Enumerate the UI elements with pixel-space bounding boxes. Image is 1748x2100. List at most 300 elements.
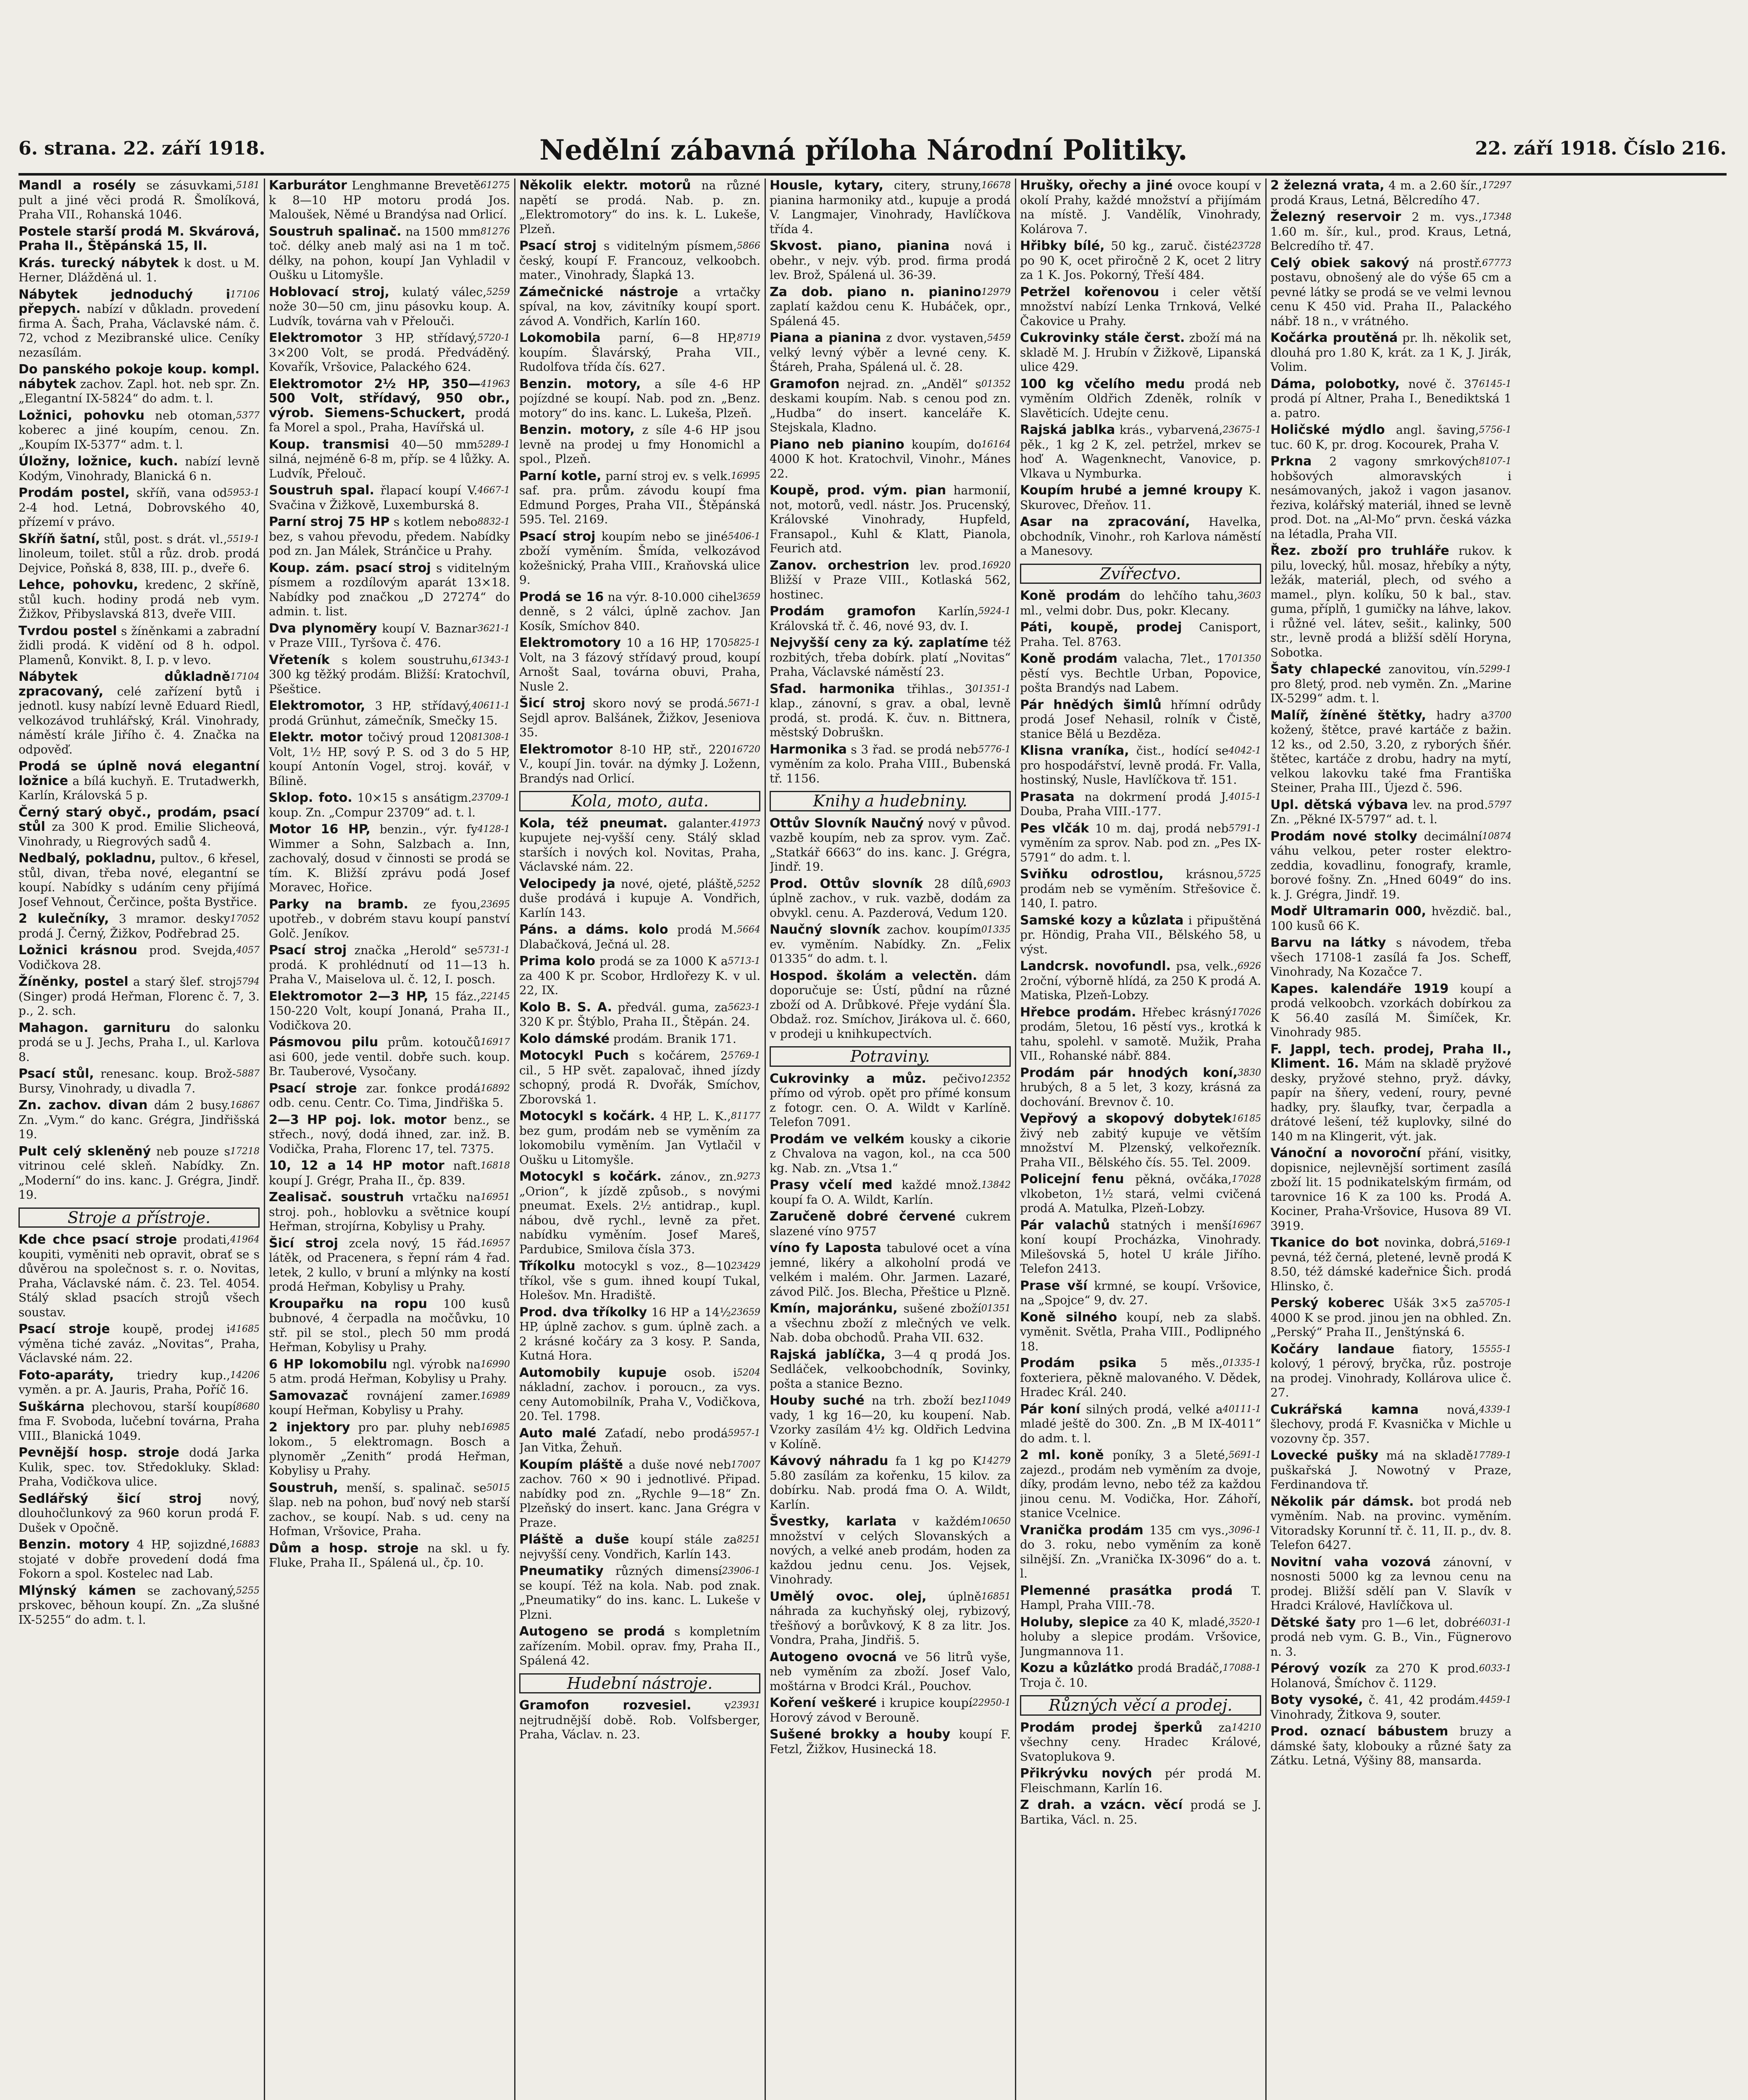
classified-ad [269,561,510,619]
ad-headline: Cukrovinky a můz. [770,1071,926,1086]
ad-body-text: prodá fa Morel a spol., Praha, Havířská ul. [269,406,510,434]
classified-ad [1270,1146,1511,1233]
ad-headline: Koup. transmisi [269,437,389,452]
classified-ad [1020,1523,1261,1581]
ad-reference-code: 12352 [981,1073,1011,1084]
ad-reference-code: 4459-1 [1479,1695,1511,1705]
section-heading: Stroje a přístroje. [18,1208,260,1228]
classified-ad [269,1420,510,1478]
ad-headline: Několik pár dámsk. [1270,1494,1414,1509]
ad-headline: Řez. zboží pro truhláře [1270,543,1449,558]
ad-column-6 [1270,178,1511,2100]
ad-body-text: krásnou, prodám neb se vyměním. Střešovice č. 140, I. patro. [1020,867,1261,910]
ad-body-text: sušené zboží a všechnu zboží z mlečných ve velk. Nab. doba obchodů. Praha VII. 632. [770,1302,1011,1344]
ad-reference-code: 11049 [981,1395,1011,1406]
ad-body-text: zánovní, v nosnosti 5000 kg za levnou cenu na prodej. Bližší sdělí pan V. Slavík v Hradci Králové, Havlíčkova ul. [1270,1555,1511,1612]
ad-reference-code: 14206 [230,1370,260,1381]
ad-body-text: decimální váhu velkou, peter roster elektro-zeddia, kovadlinu, fonografy, kramle, borové fošny. Zn. „Hned 6049“ do ins. k. J. Grégra, Jindř. 19. [1270,829,1511,901]
ad-headline: Sklop. foto. [269,790,352,805]
ad-body-text: v nejtrudnější době. Rob. Volfsberger, Praha, Václav. n. 23. [519,1698,760,1741]
classified-ad [519,636,760,694]
ad-headline: Žíněnky, postel [18,974,129,989]
ad-reference-code: 23429 [731,1261,760,1271]
classified-ad [1270,256,1511,329]
ad-body-text: nový, dlouhočlunkový za 960 korun prodá F. Dušek v Opočně. [18,1491,260,1535]
ad-headline: Benzin. motory, [519,423,635,437]
ad-headline: Piano neb pianino [770,437,904,452]
classified-ad [18,1446,260,1489]
ad-reference-code: 81177 [731,1111,760,1121]
classified-ad [770,1178,1011,1207]
ad-headline: Holuby, slepice [1020,1614,1129,1630]
classified-ad [1270,331,1511,375]
ad-headline: Harmonika [770,742,847,757]
classified-ad [18,1538,260,1581]
ad-reference-code: 01350 [1232,654,1261,664]
ad-headline: Benzin. motory, [519,376,641,391]
classified-ad [1270,1662,1511,1690]
ad-headline: Prima kolo [519,954,596,969]
ad-headline: Koupím pláště [519,1457,623,1472]
ad-body-text: a síle 4-6 HP pojízdné se koupí. Nab. pod zn. „Benz. motory“ do ins. kanc. L. Lukeša, Plzeň. [519,377,760,420]
classified-ad [269,943,510,987]
ad-body-text: má na skladě puškařská J. Nowotný v Praze, Ferdinandova tř. [1270,1449,1511,1491]
ad-headline: Naučný slovník [770,922,880,937]
ad-headline: Psací stroj [519,239,597,253]
ad-body-text: rovnájení zamer. koupí Heřman, Kobylisy u Prahy. [269,1389,481,1417]
ad-headline: 2 železná vrata, [1270,178,1385,193]
ad-headline: Suškárna [18,1399,85,1414]
ad-reference-code: 5377 [236,410,260,421]
ad-body-text: prodám. Branik 171. [613,1032,736,1046]
ad-headline: Boty vysoké, [1270,1693,1363,1707]
classified-ad [1270,1403,1511,1446]
ad-body-text: pečivo přímo od výrob. opět pro přímé konsum z fotogr. cen. O. A. Wildt v Karlíně. Telefon 7091. [770,1071,1011,1129]
ad-body-text: zanovitou, vín. pro 8letý, prod. neb vyměn. Zn. „Marine IX-5299“ adm. t. l. [1270,662,1511,705]
ad-body-text: plechovou, starší koupí fma F. Svoboda, lučební továrna, Praha VIII., Blanická 1049. [18,1399,260,1443]
classified-ad [18,975,260,1018]
ad-body-text: č. 41, 42 prodám. Vinohrady, Žitkova 9, souter. [1270,1693,1479,1722]
ad-reference-code: 17088-1 [1222,1663,1261,1673]
ad-headline: 10, 12 a 14 HP motor [269,1158,444,1173]
classified-ad [1020,285,1261,329]
ad-body-text: tabulové ocet a vína jemné, likéry a alkoholní prodá ve velkém i malém. Ohr. Jarmen. Lazaré, závod Pilč. Jos. Blecha, Přeštice u Plzně. [770,1241,1011,1299]
ad-body-text: s viditelným písmem a rozdílovým aparát 13×18. Nabídky pod značkou „D 27274“ do admin. t. list. [269,561,510,618]
ad-body-text: celé zařízení bytů i jednotl. kusy nabízí levně Eduard Riedl, velkozávod truhlářský, Král. Vinohrady, náměstí krále Jiřího č. 4. Značka na odpověď. [18,684,260,756]
ad-body-text: nové č. 37 prodá pí Altner, Praha I., Benediktská 1 a. patro. [1270,377,1511,420]
ad-body-text: za všechny ceny. Hradec Králové, Svatoplukova 9. [1020,1720,1261,1764]
ad-reference-code: 40611-1 [471,701,510,711]
ad-headline: Kmín, majoránku, [770,1301,898,1316]
ad-headline: Sfad. harmonika [770,681,895,696]
classified-ad [519,1366,760,1424]
ad-body-text: galanter. kupujete nej-vyšší ceny. Stálý sklad starších i nových kol. Novitas, Praha, Václavské nám. 22. [519,816,760,874]
ad-reference-code: 17052 [230,914,260,924]
ad-body-text: prodá se za 1000 K a za 400 K pr. Scobor, Hrdlořezy K. v ul. 22, IX. [519,954,760,997]
classified-ad [18,943,260,972]
ad-body-text: 16 HP a 14½ HP, úplně zachov. s gum. úplně zach. a 2 krásné kočáry za 3 kosy. P. Sanda, Kutná Hora. [519,1305,760,1362]
ad-body-text: nový v původ. vazbě koupím, neb za sprov. vym. Zač. „Statkář 6663“ do ins. kanc. J. Grégra, Jindř. 19. [770,816,1011,874]
classified-ad [519,1426,760,1455]
ad-column-5 [1020,178,1261,2100]
page-header [18,134,1727,177]
ad-body-text: 100 kusů bubnové, 4 čerpadla na močůvku, 10 stř. pil se stol., plech 50 mm prodá Heřman, Kobylisy u Prahy. [269,1297,510,1354]
classified-ad [1270,1555,1511,1613]
ad-reference-code: 01351-1 [972,683,1011,694]
ad-headline: Koně prodám [1020,651,1117,666]
ad-reference-code: 5015 [486,1482,510,1493]
ad-reference-code: 23695 [481,899,510,910]
classified-ad [770,1302,1011,1345]
ad-body-text: 4 HP, L. K., bez gum, prodám neb se vyměním za lokomobilu vyměním. Jan Vytlačil v Oušku u Litomyšle. [519,1109,760,1167]
ad-headline: Černý starý obyč., prodám, psací stůl [18,805,260,834]
classified-ad [1020,652,1261,696]
classified-ad [18,362,260,406]
ad-body-text: 2 m. vys., 1.60 m. šír., kul., prod. Kraus, Letná, Belcredího tř. 47. [1270,210,1511,253]
ad-body-text: prodá M. Dlabačková, Ječná ul. 28. [519,923,737,951]
ad-reference-code: 22145 [481,991,510,1002]
ad-body-text: třihlas., 3 klap., zánovní, s grav. a obal, levně prodá, st. prodá. K. čuv. n. Bittnera, městský Dobruškn. [770,682,1011,739]
ad-body-text: na různé napětí se prodá. Nab. p. zn. „Elektromotory“ do ins. k. L. Lukeše, Plzeň. [519,178,760,236]
classified-ad [1020,178,1261,236]
ad-headline: Koup. zám. psací stroj [269,560,431,575]
ad-headline: Hrušky, ořechy a jiné [1020,178,1173,193]
ad-headline: Prodám ve velkém [770,1131,904,1147]
ad-body-text: fa 1 kg po K 5.80 zasílám za kořenku, 15 kilov. za dobírku. Nab. prodá fma O. A. Wildt, Karlín. [770,1454,1011,1512]
ad-body-text: zar. fonkce prodá odb. cenu. Centr. Co. Tima, Jindřiška 5. [269,1081,504,1110]
ad-reference-code: 5756-1 [1479,425,1511,435]
ad-body-text: koupí stále za nejvyšší ceny. Vondřich, Karlín 143. [519,1533,737,1561]
ad-headline: Novitní vaha vozová [1270,1554,1431,1570]
ad-body-text: 4 HP, sojizdné, stojaté v dobře provedení dodá fma Fokorn a spol. Kostelec nad Lab. [18,1538,260,1580]
ad-body-text: 2 vagony smrkových hobšových almoravských i nesámovaných, jakož i vagon jasanov. řeziva, kolářský materiál, ihned se levně prod. Dot. na „Al-Mo“ prvn. česká vázka na létadla, Praha VII. [1270,454,1511,541]
ad-body-text: s 3 řad. se prodá neb vyměním za kolo. Praha VIII., Bubenská tř. 1156. [770,742,1011,785]
classified-ad [770,1696,1011,1725]
ad-headline: Automobily kupuje [519,1365,667,1380]
classified-ad [1020,1798,1261,1827]
ad-reference-code: 3659 [737,591,760,602]
classified-ad [1270,1495,1511,1553]
ad-body-text: v každém množství v celých Slovanských a nových, a velké aneb prodám, hoden za každou jednu cenu. Jos. Vejsek, Vinohrady. [770,1515,1011,1586]
classified-ad [770,1727,1011,1756]
ad-headline: Modř Ultramarin 000, [1270,904,1426,919]
classified-ad [1270,423,1511,452]
ad-body-text: s návodem, třeba všech 17108-1 zasílá fa Jos. Scheff, Vinohrady, Na Kozačce 7. [1270,936,1511,979]
ad-headline: Pult celý skleněný [18,1144,151,1159]
ad-body-text: přání, visitky, dopisnice, nejlevnější sortiment zasílá zboží lit. 15 podnikatelským firmám, od tarovnice 16 K za 100 ks. Prodá A. Kociner, Praha-Vršovice, Husova 89 VI. 3919. [1270,1146,1511,1233]
classified-ad [269,331,510,375]
ad-headline: Prase vší [1020,1278,1088,1293]
ad-body-text: naft. koupí J. Grégr, Praha II., čp. 839. [269,1159,481,1187]
ad-body-text: za 40 K, mladé, holuby a slepice prodám. Vršovice, Jungmannova 11. [1020,1615,1261,1658]
classified-ad [519,285,760,329]
classified-ad [18,532,260,576]
ad-reference-code: 5299-1 [1479,664,1511,675]
ad-headline: Pláště a duše [519,1532,629,1547]
ad-reference-code: 5713-1 [728,956,760,966]
classified-ad [770,239,1011,283]
ad-headline: Prodám postel, [18,486,130,500]
ad-reference-code: 81276 [481,226,510,237]
ad-headline: Vřeteník [269,652,330,667]
classified-ad [269,898,510,941]
section-heading: Knihy a hudebniny. [770,791,1011,811]
classified-ad [770,1590,1011,1648]
ad-column-2 [269,178,510,2100]
classified-ad [18,670,260,757]
ad-headline: Lehce, pohovku, [18,578,138,592]
ad-body-text: krmné, se koupí. Vršovice, na „Spojce“ 9, dv. 27. [1020,1278,1261,1307]
classified-ad [519,954,760,998]
ad-reference-code: 16985 [481,1422,510,1433]
classified-ad [269,1159,510,1188]
ad-headline: Prodám nové stolky [1270,829,1417,844]
classified-ad [770,1515,1011,1587]
ad-body-text: s kolem soustruhu, 300 kg těžký prodám. Bližší: Kratochvíl, Pšeštice. [269,653,510,696]
ad-headline: Prod. Ottův slovník [770,876,923,891]
ad-body-text: ze fyou, upotřeb., v dobrém stavu koupí panství Golč. Jeníkov. [269,897,510,940]
header-page-date: 6. strana. 22. září 1918. [18,138,265,159]
classified-ad [18,1322,260,1366]
ad-reference-code: 16818 [481,1160,510,1171]
classified-ad [1020,822,1261,865]
ad-body-text: z dvor. vystaven, velký levný výběr a levné ceny. K. Štáreh, Praha, Spálená ul. č. 28. [770,331,1011,374]
ad-body-text: silných prodá, velké a mladé ještě do 300. Zn. „B M IX-4011“ do adm. t. l. [1020,1402,1261,1445]
classified-ad [18,912,260,941]
ad-body-text: koupí a prodá velkoobch. vzorkách dobírkou za K 56.40 zasílá M. Šimíček, Kr. Vinohrady 985. [1270,982,1511,1039]
ad-headline: Policejní fenu [1020,1172,1124,1186]
ad-reference-code: 10650 [981,1516,1011,1527]
ad-headline: Lovecké pušky [1270,1448,1379,1463]
ad-reference-code: 67773 [1482,257,1511,268]
classified-ad [519,377,760,421]
ad-headline: Zaručeně dobré červené [770,1209,956,1224]
ad-headline: Pár valachů [1020,1218,1110,1233]
ad-reference-code: 16920 [981,560,1011,571]
classified-ad [1020,377,1261,421]
ad-headline: Za dob. piano n. pianino [770,284,981,299]
ad-body-text: renesanc. koup. Brož-Bursy, Vinohrady, u divadla 7. [18,1067,237,1095]
ad-reference-code: 5953-1 [227,488,260,498]
ad-headline: Dětské šaty [1270,1615,1356,1630]
ad-headline: Elektromotor [519,742,613,757]
ad-reference-code: 81308-1 [471,732,510,743]
ad-body-text: bruzy a dámské šaty, klobouky a různé šaty za Zátku. Letná, Výšiny 88, mansarda. [1270,1725,1511,1767]
ad-headline: Kolo B. S. A. [519,1000,612,1015]
ad-body-text: krás., vybarvená, pěk., 1 kg 2 K, zel. petržel, mrkev se hoď A. Wagenknecht, Vanovice, p. Vlkava u Nymburka. [1020,423,1261,480]
ad-reference-code: 17297 [1482,180,1511,191]
ad-body-text: koupí F. Fetzl, Žižkov, Husinecká 18. [770,1727,1011,1756]
ad-headline: Šaty chlapecké [1270,662,1381,677]
ad-headline: Perský koberec [1270,1296,1385,1310]
classified-ad [18,454,260,483]
ad-body-text: parní, 6—8 HP, koupím. Šlavárský, Praha VII., Rudolfova třída čís. 627. [519,331,760,374]
ad-headline: 2 kulečníky, [18,911,109,926]
ad-body-text: s kotlem nebo bez, s vahou převodu, předem. Nabídky pod zn. Jan Málek, Stránčice u Prahy. [269,515,510,558]
ad-reference-code: 17007 [731,1459,760,1470]
ad-reference-code: 8107-1 [1479,456,1511,467]
ad-body-text: prodá se J. Bartika, Václ. n. 25. [1020,1798,1261,1827]
ad-headline: Pneumatiky [519,1564,604,1578]
ad-headline: Parní stroj 75 HP [269,514,390,529]
classified-ad [18,1368,260,1397]
ad-headline: Gramofon [770,376,840,391]
ad-reference-code: 5769-1 [728,1050,760,1061]
classified-ad [1020,589,1261,618]
classified-ad [1270,377,1511,421]
classified-ad [1270,1296,1511,1340]
ad-reference-code: 4667-1 [477,485,510,496]
ad-column-1 [18,178,260,2100]
ad-headline: Samské kozy a kůzlata [1020,913,1184,928]
ad-headline: Prasata [1020,789,1075,804]
ad-body-text: benzin., výr. fy Wimmer a Sohn, Salzbach a. Inn, zachovalý, dosud v činnosti se prodá se tím. K. Bližší zprávu podá Josef Moravec, Hořice. [269,822,510,894]
ad-headline: Několik elektr. motorů [519,178,691,193]
ad-body-text: se zásuvkami, pult a jiné věci prodá R. Šmolíková, Praha VII., Rohanská 1046. [18,178,260,221]
classified-ad [1020,1356,1261,1400]
ad-body-text: za 300 K prod. Emilie Slicheová, Vinohrady, u Riegrových sadů 4. [18,820,260,848]
classified-ad [269,178,510,222]
ad-headline: Dům a hosp. stroje [269,1541,419,1556]
classified-ad [18,1584,260,1628]
ad-body-text: Hřebec krásný prodám, 5letou, 16 pěstí vys., krotká k tahu, spolehl. v samotě. Mužik, Praha VII., Rohanské nábř. 884. [1020,1005,1261,1063]
ad-reference-code: 13842 [981,1180,1011,1190]
ad-reference-code: 6033-1 [1479,1663,1511,1674]
ad-headline: Elektromotor 2—3 HP, [269,989,428,1004]
ad-body-text: lev. prod. Bližší v Praze VIII., Kotlaská 562, hostinec. [770,558,1011,601]
ad-headline: Barvu na látky [1270,935,1386,950]
ad-body-text: do salonku prodá se u J. Jechs, Praha I., ul. Karlova 8. [18,1021,260,1064]
ad-headline: Hřebce prodám. [1020,1005,1136,1020]
ad-body-text: se zachovaný, prskovec, běhoun koupí. Zn. „Za slušné IX-5255“ do adm. t. l. [18,1583,260,1627]
ad-body-text: na skl. u fy. Fluke, Praha II., Spálená ul., čp. 10. [269,1541,510,1570]
classified-ad [269,1035,510,1079]
ad-reference-code: 16957 [481,1238,510,1249]
ad-body-text: různých dimensí se koupí. Též na kola. Nab. pod znak. „Pneumatiky“ do ins. kanc. L. Lukeše v Plzni. [519,1564,760,1622]
classified-ad [269,1190,510,1234]
ad-body-text: K. Skurovec, Dřeňov. 11. [1020,483,1261,512]
ad-reference-code: 5887 [236,1068,260,1079]
ad-reference-code: 5204 [737,1367,760,1378]
ad-reference-code: 23728 [1232,241,1261,251]
ad-body-text: zánov., zn. „Orion“, k jízdě způsob., s novými pneumat. Exels. 2½ antidrap., kupl. nábou, dvě rychl., levně za přet. nabídku vyměním. Josef Mareš, Pardubice, Smilova čísla 373. [519,1170,760,1256]
ad-reference-code: 4042-1 [1228,746,1261,756]
section-heading: Kola, moto, auta. [519,791,760,811]
ad-headline: Kočárka proutěná [1270,331,1398,345]
ad-reference-code: 6145-1 [1479,378,1511,389]
ad-headline: Elektromotory [519,635,621,650]
ad-headline: Přikrývku nových [1020,1766,1152,1781]
classified-ad [1020,1661,1261,1690]
classified-ad [770,178,1011,236]
classified-ad [1020,331,1261,375]
classified-ad [1270,1616,1511,1659]
ad-reference-code: 17789-1 [1473,1450,1511,1461]
classified-ad [1020,914,1261,957]
ad-body-text: s žíněnkami a zabradní židli prodá. K vidění od 8 h. odpol. Plamenů, Konvikt. 8, I. p. v levo. [18,624,260,667]
ad-reference-code: 16967 [1232,1220,1261,1231]
ad-body-text: fiatory, 1 kolový, 1 pérový, bryčka, růz. postroje na prodej. Vinohrady, Kollárova ulice č. 27. [1270,1342,1511,1399]
ad-headline: Prodám psika [1020,1356,1137,1370]
classified-ad [18,256,260,285]
ad-headline: Plemenné prasátka prodá [1020,1583,1233,1598]
classified-ad [269,438,510,481]
ad-reference-code: 4339-1 [1479,1404,1511,1415]
ad-body-text: citery, struny, pianina harmoniky atd., kupuje a prodá V. Langmajer, Vinohrady, Havlíčkova třída 4. [770,178,1011,236]
ad-headline: Do panského pokoje koup. kompl. nábytek [18,362,260,391]
ad-headline: Rajská jablíčka, [770,1347,886,1362]
classified-ad [1020,483,1261,512]
section-heading: Různých věcí a prodej. [1020,1695,1261,1716]
ad-reference-code: 6903 [987,878,1011,889]
ad-reference-code: 16989 [481,1390,510,1401]
ad-headline: Holičské mýdlo [1270,423,1385,437]
classified-ad [519,530,760,588]
ad-reference-code: 23906-1 [722,1566,760,1576]
ad-body-text: harmonií, not, motorů, vedl. nástr. Jos. Prucenský, Královské Vinohrady, Hupfeld, Fransapol., Kuhl & Klatt, Pianola, Feurich atd. [770,483,1011,555]
ad-headline: Vranička prodám [1020,1522,1143,1538]
classified-ad [1270,982,1511,1040]
ad-body-text: 3 HP, střídavý, prodá Grünhut, zámečník, Smečky 15. [269,699,498,727]
ad-body-text: menší, s. spalinač. se šlap. neb na pohon, buď nový neb starší zachov., se koupí. Nab. s ud. ceny na Hofman, Vršovice, Praha. [269,1480,510,1538]
classified-ad [269,1236,510,1294]
ad-body-text: koupím, do 4000 K hot. Kratochvil, Vinohr., Mánes 22. [770,437,1011,480]
ad-body-text: 10 m. daj, prodá neb vyměním za sprov. Nab. pod zn. „Pes IX-5791“ do adm. t. l. [1020,821,1261,864]
ad-headline: Švestky, karlata [770,1514,897,1529]
ad-reference-code: 5555-1 [1479,1344,1511,1354]
ad-headline: Mandl a rosély [18,178,136,193]
ad-body-text: pultov., 6 křesel, stůl, divan, třeba nové, elegantní se koupí. Nabídky s udáním ceny přijímá Josef Vehnout, Čerčince, pošta Bystřice. [18,851,260,909]
ad-reference-code: 01335-1 [1222,1358,1261,1368]
ad-reference-code: 01335 [981,924,1011,935]
classified-ad [519,743,760,786]
ad-headline: Pevnější hosp. stroje [18,1445,179,1460]
classified-ad [519,1625,760,1668]
ad-reference-code: 16867 [230,1100,260,1110]
section-heading: Hudební nástroje. [519,1673,760,1694]
ad-reference-code: 10874 [1482,831,1511,842]
classified-ad [519,331,760,375]
ad-headline: Zn. zachov. divan [18,1098,148,1113]
classified-ad [1020,1066,1261,1110]
ad-reference-code: 5794 [236,976,260,987]
classified-ad [1020,1310,1261,1354]
classified-ad [18,759,260,803]
ad-headline: Vepřový a skopový dobytek [1020,1111,1232,1126]
ad-body-text: osob. i nákladní, zachov. i poroucn., za vys. ceny Automobilník, Praha V., Vodičkova, 20. Tel. 1798. [519,1365,760,1423]
ad-body-text: ná prostř. postavu, obnošený ale do výše 65 cm a pevné látky se prodá se ve velmi levnou cenu K 450 vid. Praha II., Palackého nábř. 18 n., v vrátného. [1270,256,1511,328]
ad-reference-code: 5671-1 [728,698,760,709]
ad-headline: Kávový náhradu [770,1454,888,1468]
ad-reference-code: 01351 [981,1303,1011,1314]
classified-ad [770,1072,1011,1130]
classified-ad [269,990,510,1033]
classified-ad [18,624,260,668]
ad-body-text: za 270 K prod. Holanová, Šmíchov č. 1129. [1270,1662,1479,1690]
ad-reference-code: 3603 [1238,591,1261,601]
ad-headline: Prod. oznací bábustem [1270,1724,1448,1739]
ad-body-text: triedry kup., vyměn. a pr. A. Jauris, Praha, Poříč 16. [18,1368,249,1396]
classified-ad [770,1210,1011,1239]
classified-ad [1270,1236,1511,1294]
ad-reference-code: 40111-1 [1222,1404,1261,1415]
classified-ad [1020,1584,1261,1613]
ad-reference-code: 6031-1 [1479,1617,1511,1628]
classified-ad [770,816,1011,874]
ad-body-text: prodati, koupiti, vyměniti neb opravit, obrať se s důvěrou na společnost s. r. o. Novitas, Praha, Václavské nám. č. 23. Tel. 4054. Stálý sklad psacích strojů všech soustav. [18,1233,260,1319]
ad-headline: Hoblovací stroj, [269,284,390,299]
ad-reference-code: 17106 [230,289,260,300]
